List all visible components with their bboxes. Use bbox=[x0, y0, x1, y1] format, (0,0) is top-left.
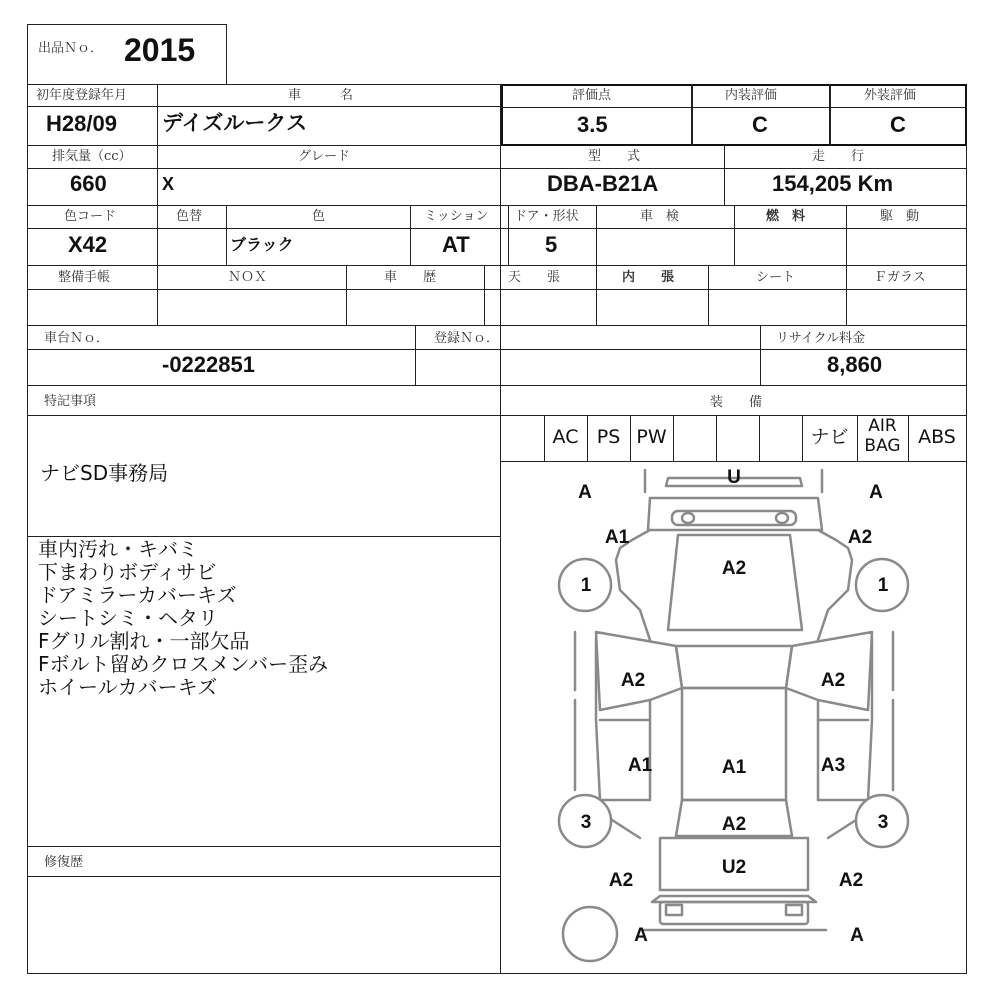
equip-ps: PS bbox=[596, 426, 621, 448]
mark-a-rear-left: A bbox=[634, 925, 648, 946]
door-value: 5 bbox=[545, 232, 558, 257]
note-line: ホイールカバーキズ bbox=[38, 675, 218, 699]
note-line: Fグリル割れ・一部欠品 bbox=[38, 629, 250, 653]
chassis-label: 車台Ｎｏ． bbox=[44, 331, 110, 346]
interior-label: 内装評価 bbox=[725, 88, 778, 103]
exterior-value: C bbox=[890, 112, 906, 137]
sunroof-label: 天 張 bbox=[508, 270, 561, 285]
notes-top: ナビSD事務局 bbox=[40, 461, 169, 485]
grade-label: グレード bbox=[298, 149, 351, 164]
first-reg-value: H28/09 bbox=[46, 111, 117, 136]
equip-pw: PW bbox=[636, 426, 667, 448]
equip-navi: ナビ bbox=[810, 426, 849, 448]
reg-no-label: 登録Ｎｏ． bbox=[434, 331, 500, 346]
mark-u: U bbox=[727, 467, 741, 488]
mark-a3-right-rear-door: A3 bbox=[820, 755, 846, 776]
note-line: シートシミ・ヘタリ bbox=[38, 606, 218, 630]
mark-1-right: 1 bbox=[877, 575, 889, 596]
equip-ac: AC bbox=[552, 426, 579, 448]
mark-1-left: 1 bbox=[580, 575, 592, 596]
mark-3-left: 3 bbox=[580, 812, 592, 833]
fglass-label: Ｆガラス bbox=[874, 270, 926, 285]
lot-number: 2015 bbox=[124, 32, 196, 68]
chassis-value: -0222851 bbox=[162, 352, 255, 377]
door-label: ドア・形状 bbox=[514, 209, 579, 224]
car-name-value: デイズルークス bbox=[162, 111, 308, 135]
mark-a-rear-right: A bbox=[850, 925, 864, 946]
equip-abs: ABS bbox=[918, 426, 956, 448]
mileage-label: 走 行 bbox=[812, 149, 865, 164]
displacement-label: 排気量（cc） bbox=[52, 149, 132, 164]
mark-a-front-left: A bbox=[578, 482, 592, 503]
note-line: 車内汚れ・キバミ bbox=[38, 537, 198, 561]
color-code-value: X42 bbox=[68, 232, 108, 257]
mileage-value: 154,205 Km bbox=[772, 171, 894, 196]
mission-value: AT bbox=[442, 232, 470, 257]
score-value: 3.5 bbox=[577, 112, 608, 137]
lining-label: 内 張 bbox=[622, 270, 675, 285]
lot-label: 出品Ｎｏ． bbox=[38, 41, 104, 56]
note-line: Fボルト留めクロスメンバー歪み bbox=[38, 652, 329, 676]
color-value: ブラック bbox=[230, 235, 294, 254]
fuel-label: 燃 料 bbox=[766, 209, 806, 224]
car-diagram bbox=[501, 462, 967, 974]
service-book-label: 整備手帳 bbox=[58, 270, 111, 285]
mark-a2-front-right: A2 bbox=[847, 527, 873, 548]
recycle-label: リサイクル料金 bbox=[776, 331, 866, 346]
notes-label: 特記事項 bbox=[44, 394, 97, 409]
color-code-label: 色コード bbox=[64, 209, 117, 224]
inspection-label: 車 検 bbox=[640, 209, 680, 224]
model-label: 型 式 bbox=[588, 149, 641, 164]
mark-a2-rear-left: A2 bbox=[608, 870, 634, 891]
note-line: 下まわりボディサビ bbox=[38, 560, 217, 584]
note-line: ドアミラーカバーキズ bbox=[38, 583, 237, 607]
mark-u2: U2 bbox=[721, 857, 747, 878]
recycle-value: 8,860 bbox=[827, 352, 883, 377]
seat-label: シート bbox=[756, 270, 796, 285]
mark-a2-right-door: A2 bbox=[820, 670, 846, 691]
displacement-value: 660 bbox=[70, 171, 107, 196]
color-label: 色 bbox=[312, 209, 326, 224]
mission-label: ミッション bbox=[424, 209, 489, 224]
exterior-label: 外装評価 bbox=[864, 88, 917, 103]
interior-value: C bbox=[752, 112, 768, 137]
grade-value: X bbox=[162, 174, 175, 194]
mark-a2-rear-right: A2 bbox=[838, 870, 864, 891]
mark-a1-roof: A1 bbox=[721, 757, 747, 778]
mark-a1-left-rear-door: A1 bbox=[627, 755, 653, 776]
mark-a2-rear-glass: A2 bbox=[721, 814, 747, 835]
equip-airbag: AIR BAG bbox=[864, 416, 901, 456]
car-name-label: 車 名 bbox=[288, 88, 354, 103]
mark-a-front-right: A bbox=[869, 482, 883, 503]
score-label: 評価点 bbox=[572, 88, 612, 103]
model-value: DBA-B21A bbox=[547, 171, 659, 196]
car-history-label: 車 歴 bbox=[384, 270, 437, 285]
mark-a2-hood: A2 bbox=[721, 558, 747, 579]
drive-label: 駆 動 bbox=[880, 209, 920, 224]
equipment-label: 装 備 bbox=[710, 395, 763, 410]
nox-label: ＮＯＸ bbox=[228, 270, 268, 285]
repaint-label: 色替 bbox=[176, 209, 203, 224]
repair-history-label: 修復歴 bbox=[44, 855, 84, 870]
notes-list bbox=[38, 538, 478, 699]
mark-a1-front-left: A1 bbox=[604, 527, 630, 548]
mark-a2-left-door: A2 bbox=[620, 670, 646, 691]
first-reg-label: 初年度登録年月 bbox=[36, 88, 128, 103]
mark-3-right: 3 bbox=[877, 812, 889, 833]
